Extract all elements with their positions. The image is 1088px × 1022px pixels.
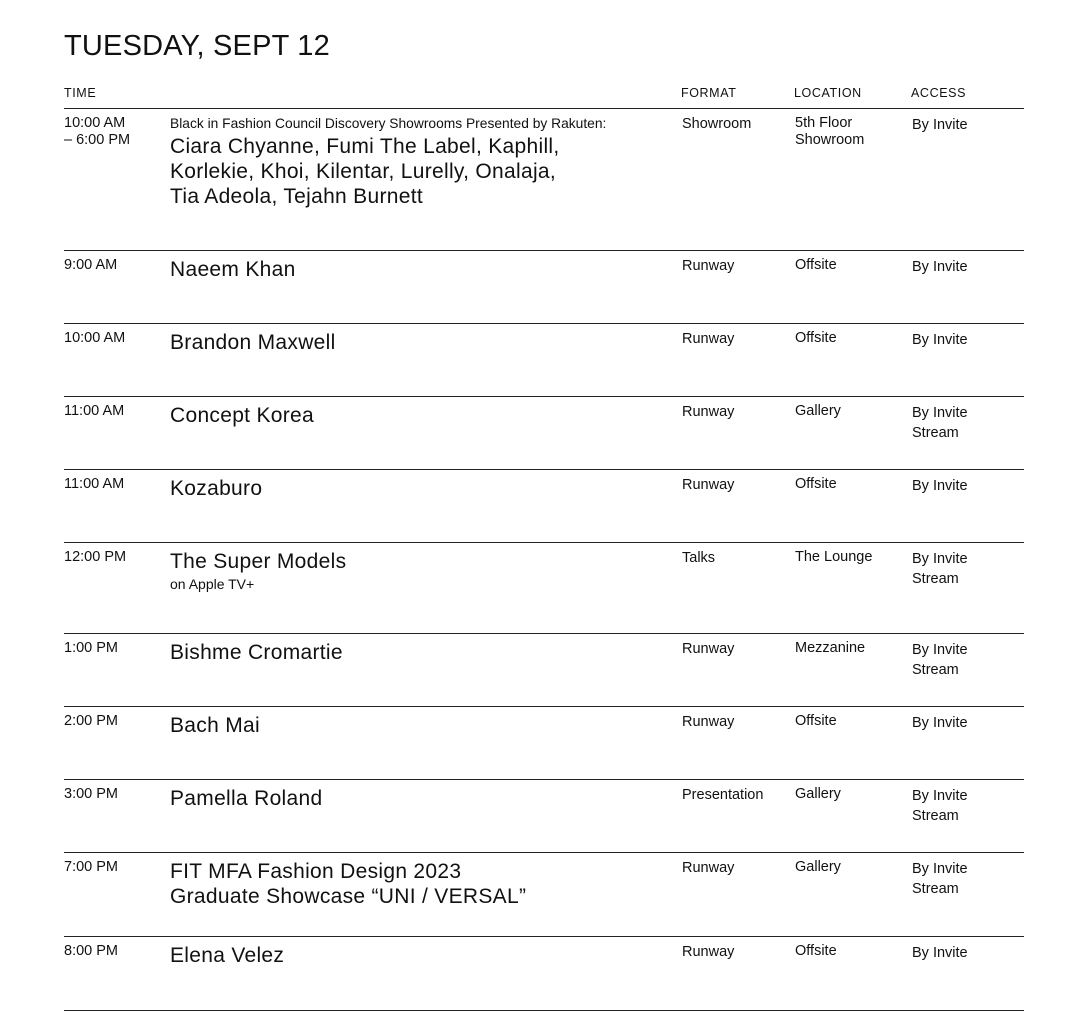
event-location: The Lounge xyxy=(795,549,873,565)
event-name: FIT MFA Fashion Design 2023 xyxy=(170,860,462,883)
event-name: Kozaburo xyxy=(170,477,263,500)
event-details xyxy=(170,330,670,355)
event-format: Runway xyxy=(682,714,735,730)
event-format: Runway xyxy=(682,944,735,960)
event-details xyxy=(170,713,670,738)
table-row xyxy=(64,634,1024,707)
event-location: Offsite xyxy=(795,713,837,729)
event-name: The Super Models xyxy=(170,550,347,573)
event-subtitle: on Apple TV+ xyxy=(170,576,255,592)
event-access: By Invite Stream xyxy=(912,861,968,897)
event-time: 11:00 AM xyxy=(64,403,125,419)
table-row xyxy=(64,324,1024,397)
event-format: Runway xyxy=(682,258,735,274)
event-access: By Invite xyxy=(912,117,968,133)
table-header xyxy=(64,86,1024,109)
table-row xyxy=(64,470,1024,543)
event-access: By Invite Stream xyxy=(912,642,968,678)
event-access: By Invite xyxy=(912,478,968,494)
event-format: Runway xyxy=(682,404,735,420)
event-access: By Invite Stream xyxy=(912,788,968,824)
event-time: 8:00 PM xyxy=(64,943,118,959)
event-name: Naeem Khan xyxy=(170,258,296,281)
event-location: Gallery xyxy=(795,859,841,875)
header-location: LOCATION xyxy=(794,86,862,100)
header-format: FORMAT xyxy=(681,86,737,100)
event-access: By Invite Stream xyxy=(912,405,968,441)
event-name: Concept Korea xyxy=(170,404,314,427)
event-details xyxy=(170,786,670,811)
event-time: 7:00 PM xyxy=(64,859,118,875)
event-name: Bishme Cromartie xyxy=(170,641,343,664)
table-row xyxy=(64,853,1024,937)
event-format: Presentation xyxy=(682,787,764,803)
event-location: 5th Floor Showroom xyxy=(795,115,865,148)
event-name: Elena Velez xyxy=(170,944,285,967)
event-time: 2:00 PM xyxy=(64,713,118,729)
schedule-table xyxy=(64,109,1024,1011)
event-time: 12:00 PM xyxy=(64,549,127,565)
event-format: Talks xyxy=(682,550,716,566)
event-access: By Invite xyxy=(912,715,968,731)
event-location: Offsite xyxy=(795,943,837,959)
table-row xyxy=(64,707,1024,780)
event-format: Runway xyxy=(682,641,735,657)
event-name: Tia Adeola, Tejahn Burnett xyxy=(170,185,423,208)
event-location: Offsite xyxy=(795,330,837,346)
event-location: Offsite xyxy=(795,476,837,492)
event-time: 10:00 AM xyxy=(64,330,126,346)
header-access: ACCESS xyxy=(911,86,967,100)
table-row xyxy=(64,109,1024,251)
event-format: Runway xyxy=(682,477,735,493)
event-time: 11:00 AM xyxy=(64,476,125,492)
table-row xyxy=(64,937,1024,1011)
event-time: 1:00 PM xyxy=(64,640,118,656)
event-name: Ciara Chyanne, Fumi The Label, Kaphill, xyxy=(170,135,560,158)
event-access: By Invite Stream xyxy=(912,551,968,587)
event-format: Runway xyxy=(682,331,735,347)
event-time: 3:00 PM xyxy=(64,786,118,802)
event-details xyxy=(170,859,670,909)
event-format: Showroom xyxy=(682,116,752,132)
table-row xyxy=(64,397,1024,470)
event-details xyxy=(170,640,670,665)
event-location: Gallery xyxy=(795,786,841,802)
day-title: TUESDAY, SEPT 12 xyxy=(64,30,330,62)
event-details xyxy=(170,403,670,428)
header-time: TIME xyxy=(64,86,97,100)
event-location: Gallery xyxy=(795,403,841,419)
event-name: Bach Mai xyxy=(170,714,260,737)
event-pretitle: Black in Fashion Council Discovery Showrooms Presented by Rakuten: xyxy=(170,116,607,131)
event-time: 10:00 AM – 6:00 PM xyxy=(64,115,131,148)
table-row xyxy=(64,780,1024,853)
event-time: 9:00 AM xyxy=(64,257,118,273)
event-name: Korlekie, Khoi, Kilentar, Lurelly, Onalaja, xyxy=(170,160,557,183)
event-format: Runway xyxy=(682,860,735,876)
event-details xyxy=(170,476,670,501)
event-details xyxy=(170,943,670,968)
event-name: Graduate Showcase “UNI / VERSAL” xyxy=(170,885,527,908)
event-name: Brandon Maxwell xyxy=(170,331,336,354)
event-name: Pamella Roland xyxy=(170,787,323,810)
event-access: By Invite xyxy=(912,945,968,961)
event-details xyxy=(170,115,670,209)
event-location: Mezzanine xyxy=(795,640,866,656)
event-access: By Invite xyxy=(912,259,968,275)
event-access: By Invite xyxy=(912,332,968,348)
event-details xyxy=(170,549,670,593)
event-details xyxy=(170,257,670,282)
table-row xyxy=(64,543,1024,634)
table-row xyxy=(64,251,1024,324)
event-location: Offsite xyxy=(795,257,837,273)
